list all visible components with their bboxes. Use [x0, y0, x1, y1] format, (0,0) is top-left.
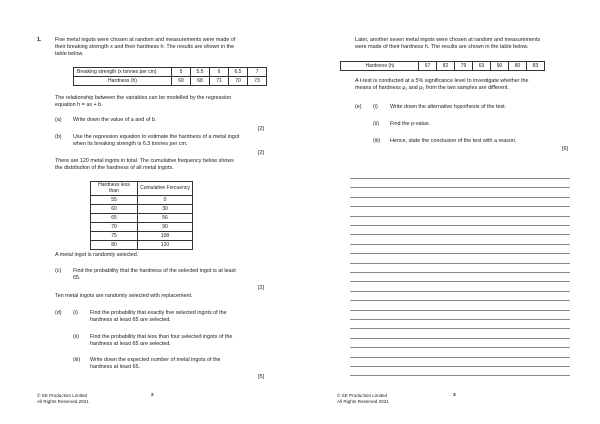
- table-cell: 30: [138, 204, 193, 213]
- part-e-iii-label: (iii): [373, 138, 381, 144]
- table-cell: 60: [172, 77, 191, 86]
- table-cell: 6: [210, 68, 229, 77]
- table-row: [341, 62, 545, 71]
- table-cell: 73: [248, 77, 267, 86]
- text-line: Find the probability that less than four selected ingots of the: [90, 334, 233, 340]
- table-row: [91, 231, 193, 240]
- part-c-text: [73, 268, 273, 282]
- table-cell: 70: [229, 77, 248, 86]
- answer-line[interactable]: [350, 206, 570, 207]
- table-cell: 65: [91, 213, 138, 222]
- answer-line[interactable]: [350, 310, 570, 311]
- answer-line[interactable]: [350, 197, 570, 198]
- text-line: The relationship between the variables can be modelled by the regression: [55, 95, 232, 101]
- table-header-cell: Hardness less than: [91, 182, 138, 196]
- cumulative-text: [55, 158, 280, 172]
- answer-line[interactable]: [350, 178, 570, 179]
- part-d-i-text: [90, 310, 280, 324]
- table-header-cell: Hardness (h): [341, 62, 419, 71]
- table-cell: 0: [138, 195, 193, 204]
- answer-line[interactable]: [350, 244, 570, 245]
- intro-line: were made of their hardness h. The results are shown in the table below.: [355, 43, 529, 50]
- answer-line[interactable]: [350, 234, 570, 235]
- text-line: Find the probability that exactly five selected ingots of the: [90, 310, 227, 316]
- table-cell: 75: [91, 231, 138, 240]
- table-cell: 120: [138, 240, 193, 249]
- table-cell: 56: [138, 213, 193, 222]
- intro-line: table below.: [55, 50, 84, 57]
- question-intro: [55, 37, 280, 58]
- answer-line[interactable]: [350, 216, 570, 217]
- part-b-marks: [2]: [258, 150, 264, 156]
- footer-copyright: [37, 393, 89, 405]
- answer-line[interactable]: [350, 272, 570, 273]
- text-line: 65.: [73, 274, 81, 281]
- part-e-i-text: Write down the alternative hypothesis of the test.: [390, 104, 507, 110]
- question-number: 1.: [37, 37, 42, 43]
- table-row: [91, 204, 193, 213]
- part-d-ii-text: [90, 334, 280, 348]
- answer-line[interactable]: [350, 300, 570, 301]
- table-cell: 5.5: [191, 68, 210, 77]
- ttest-text: [355, 78, 585, 92]
- part-e-label: (e): [355, 104, 362, 110]
- part-e-iii-text: Hence, state the conclusion of the test with a reason.: [390, 138, 517, 144]
- answer-line[interactable]: [350, 263, 570, 264]
- text-line: hardness at least 65 are selected.: [90, 340, 171, 347]
- table-row: [91, 195, 193, 204]
- part-b-text: [73, 134, 273, 148]
- right-page: [300, 0, 600, 424]
- text-line: A t-test is conducted at a 5% significance level to investigate whether the: [355, 78, 529, 84]
- table-cell: 67: [419, 62, 437, 71]
- table-cell: 83: [527, 62, 545, 71]
- part-c-marks: [2]: [258, 285, 264, 291]
- table-cell: 90: [138, 222, 193, 231]
- table-cell: 7: [248, 68, 267, 77]
- intro-line: Five metal ingots were chosen at random and measurements were made of: [55, 37, 236, 43]
- part-a-marks: [2]: [258, 126, 264, 132]
- table-cell: 6.5: [229, 68, 248, 77]
- hardness-table: [340, 61, 545, 71]
- part-e-marks: [6]: [562, 146, 568, 152]
- text-line: Use the regression equation to estimate the hardness of a metal ingot: [73, 134, 240, 140]
- intro-line: Later, another seven metal ingots were chosen at random and measurements: [355, 37, 541, 43]
- footer-copyright: [337, 393, 389, 405]
- part-d-label: (d): [55, 310, 62, 316]
- table-cell: 60: [91, 204, 138, 213]
- intro-line: their breaking strength x and their hardness h. The results are shown in the: [55, 43, 235, 50]
- table-cell: 90: [491, 62, 509, 71]
- part-d-marks: [5]: [258, 374, 264, 380]
- part-d-ii-label: (ii): [73, 334, 79, 340]
- table-header-cell: Hardness (h): [74, 77, 172, 86]
- text-line: means of hardness μ₁ and μ₂ from the two samples are different.: [355, 84, 509, 91]
- table-row: [91, 213, 193, 222]
- replacement-text: Ten metal ingots are randomly selected with replacement.: [55, 293, 193, 299]
- part-e-i-label: (i): [373, 104, 378, 110]
- answer-line[interactable]: [350, 187, 570, 188]
- answer-line[interactable]: [350, 366, 570, 367]
- table-row: [91, 182, 193, 196]
- answer-line[interactable]: [350, 328, 570, 329]
- table-cell: 82: [437, 62, 455, 71]
- part-a-text: Write down the value of a and of b.: [73, 117, 157, 123]
- table-header-cell: Cumulative Frecuency: [138, 182, 193, 196]
- table-row: [74, 68, 267, 77]
- answer-line[interactable]: [350, 347, 570, 348]
- table-cell: 80: [509, 62, 527, 71]
- answer-line[interactable]: [350, 338, 570, 339]
- regression-text: [55, 95, 280, 109]
- text-line: when its breaking strength is 6.3 tonnes per cm.: [73, 140, 188, 147]
- table-row: [91, 222, 193, 231]
- table-cell: 80: [91, 240, 138, 249]
- table-cell: 5: [172, 68, 191, 77]
- text-line: There are 120 metal ingots in total. The cumulative frequency below shows: [55, 158, 234, 164]
- answer-line[interactable]: [350, 253, 570, 254]
- answer-line[interactable]: [350, 357, 570, 358]
- part-c-label: (c): [55, 268, 62, 274]
- text-line: Find the probability that the hardness of the selected ingot is at least: [73, 268, 236, 274]
- table-row: [74, 77, 267, 86]
- page-number: 2: [151, 393, 154, 398]
- part-d-iii-label: (iii): [73, 357, 81, 363]
- part-d-iii-text: [90, 357, 280, 371]
- answer-line[interactable]: [350, 225, 570, 226]
- footer-line: All Rights Reserved 2021: [337, 398, 389, 404]
- text-line: the distribution of the hardness of all metal ingots.: [55, 164, 174, 171]
- answer-line[interactable]: [350, 319, 570, 320]
- page-number: 3: [453, 393, 456, 398]
- footer-line: © SE Production Limited: [337, 393, 388, 398]
- part-e-ii-text: Find the p-value.: [390, 121, 431, 127]
- text-line: equation h = ax + b.: [55, 101, 103, 108]
- table-cell: 63: [473, 62, 491, 71]
- part-d-i-label: (i): [73, 310, 78, 316]
- text-line: hardness at least 65.: [90, 363, 141, 370]
- footer-line: © SE Production Limited: [37, 393, 88, 398]
- table-cell: 55: [91, 195, 138, 204]
- table-cell: 79: [455, 62, 473, 71]
- answer-line[interactable]: [350, 281, 570, 282]
- table-cell: 68: [191, 77, 210, 86]
- strength-hardness-table: [73, 67, 267, 86]
- part-e-ii-label: (ii): [373, 121, 379, 127]
- text-line: Write down the expected number of metal ingots of the: [90, 357, 221, 363]
- random-selection-text: A metal ingot is randomly selected.: [55, 252, 139, 258]
- table-header-cell: Breaking strength (x tonnes per cm): [74, 68, 172, 77]
- answer-line[interactable]: [350, 375, 570, 376]
- part-b-label: (b): [55, 134, 62, 140]
- later-intro: [355, 37, 585, 51]
- footer-line: All Rights Reserved 2021: [37, 398, 89, 404]
- part-a-label: (a): [55, 117, 62, 123]
- answer-line[interactable]: [350, 291, 570, 292]
- cumulative-frequency-table: [90, 181, 193, 250]
- text-line: hardness at least 65 are selected.: [90, 316, 171, 323]
- table-cell: 70: [91, 222, 138, 231]
- table-row: [91, 240, 193, 249]
- table-cell: 71: [210, 77, 229, 86]
- table-cell: 108: [138, 231, 193, 240]
